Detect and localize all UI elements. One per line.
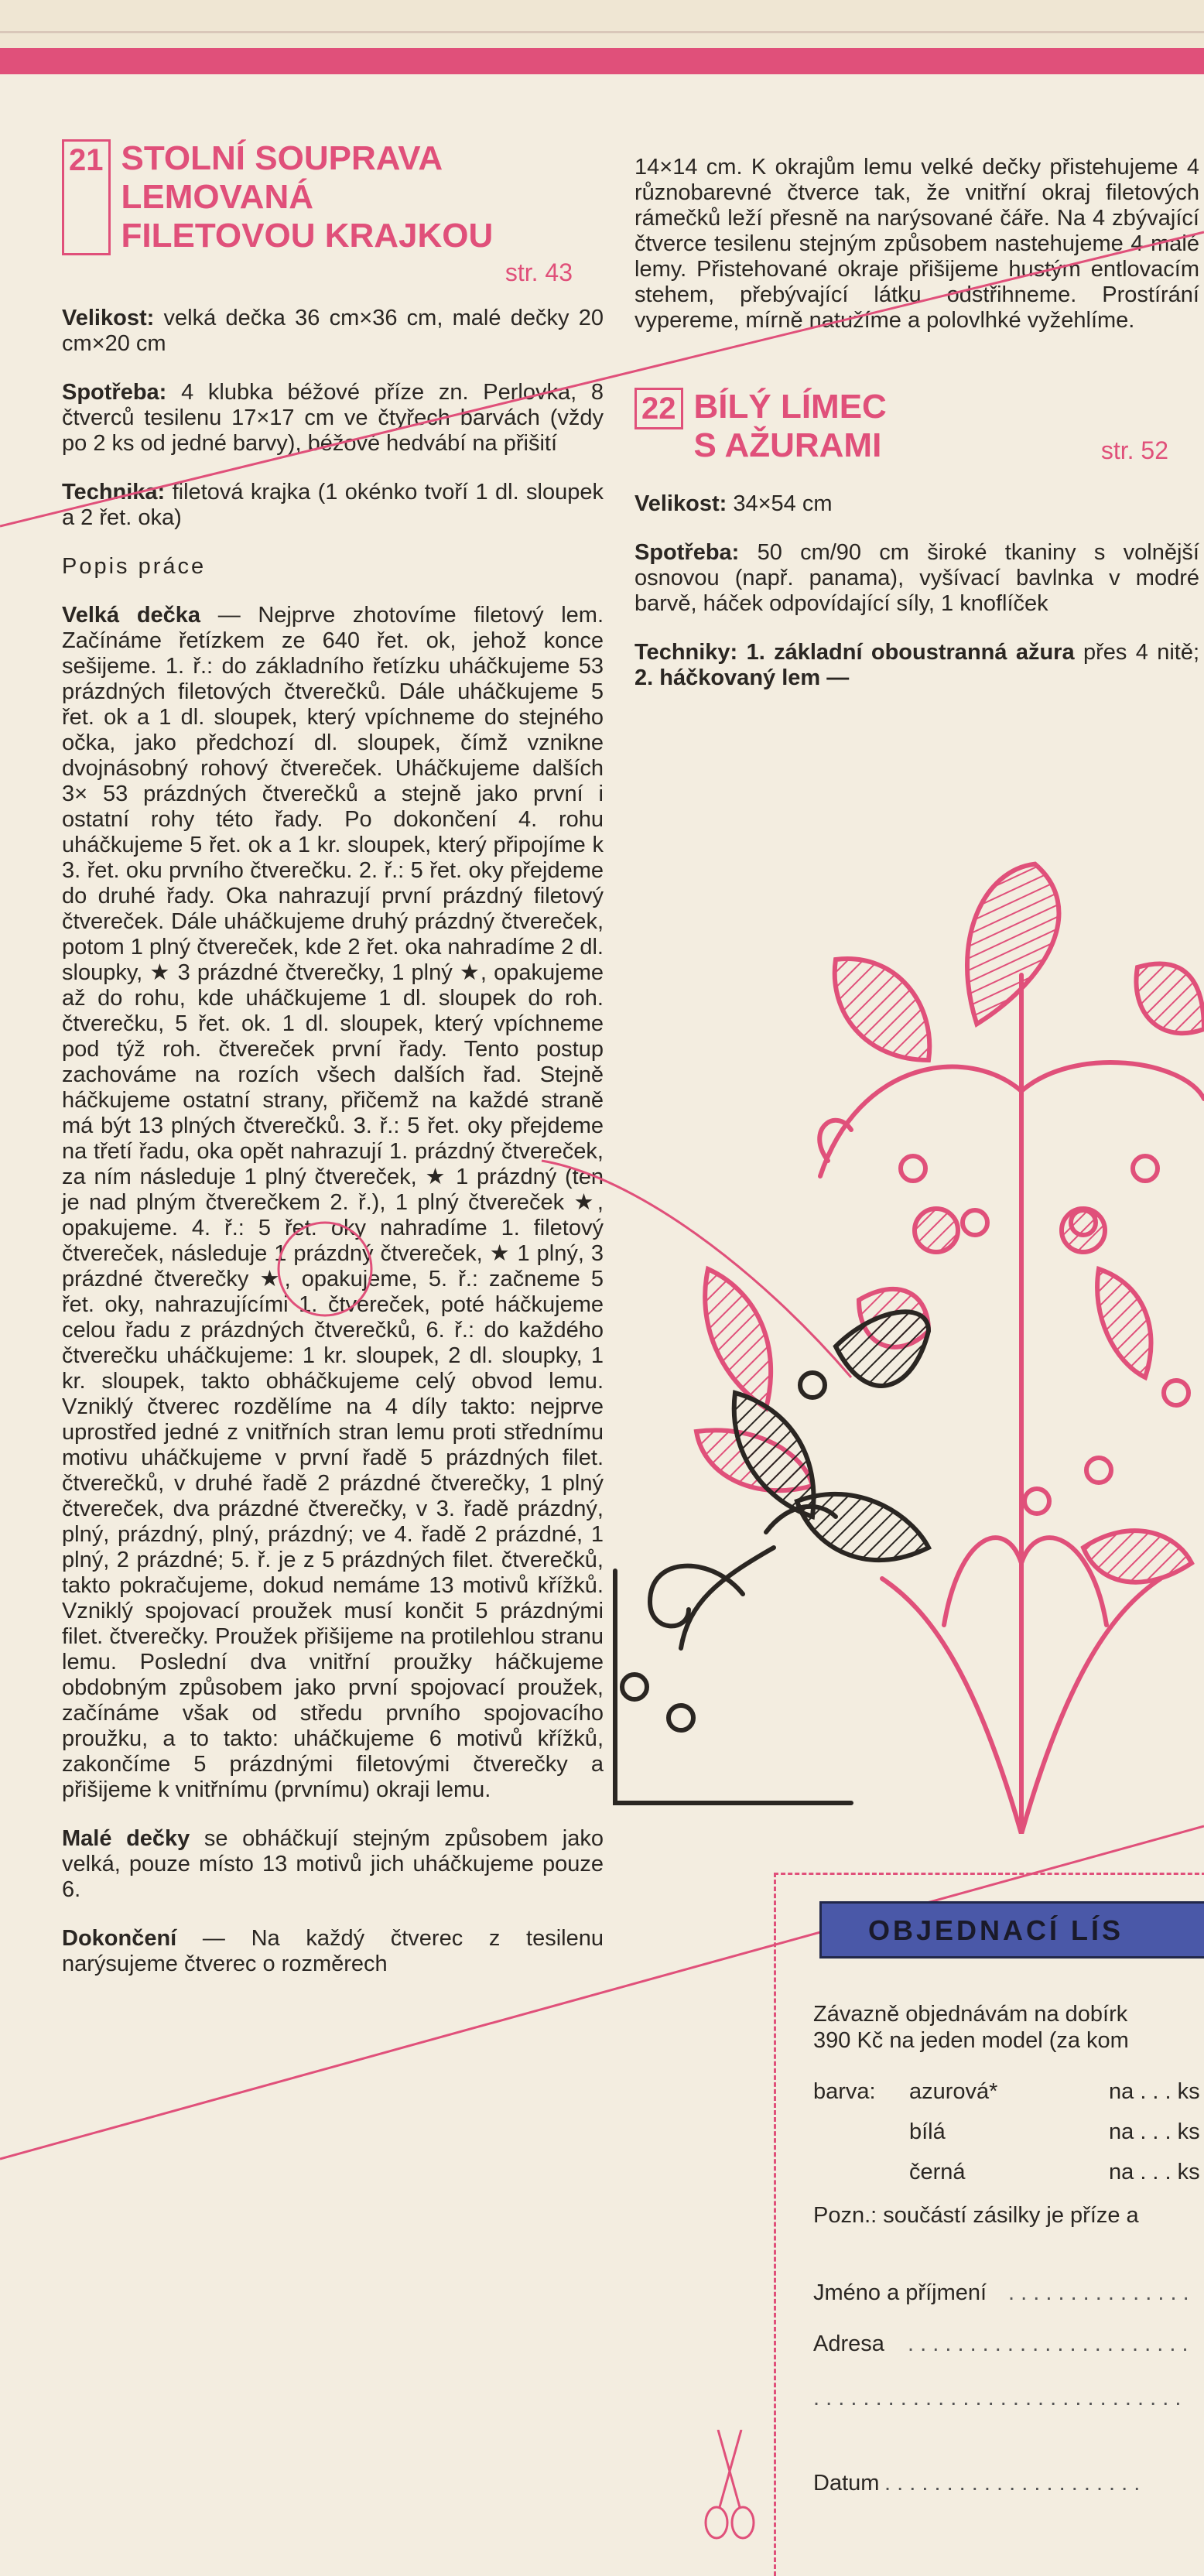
male-decky-paragraph: Malé dečky se obháčkují stejným způsobem jako velká, pouze místo 13 motivů jich uháčkujeme pouze 6. — [62, 1826, 604, 1902]
order-form-heading: OBJEDNACÍ LÍS — [868, 1914, 1124, 1946]
date-field[interactable]: . . . . . . . . . . . . . . . . . . . . . — [884, 2471, 1141, 2496]
section-number-22: 22 — [634, 388, 683, 429]
page-reference-22: str. 52 — [1100, 436, 1168, 464]
address-field-line2[interactable]: . . . . . . . . . . . . . . . . . . . . . . . . . . . . . . — [813, 2386, 1182, 2410]
section-title: STOLNÍ SOUPRAVA LEMOVANÁ FILETOVOU KRAJKOU — [121, 139, 494, 255]
name-field[interactable]: . . . . . . . . . . . . . . . — [1008, 2280, 1189, 2305]
order-form — [774, 1873, 1204, 2576]
name-label: Jméno a příjmení — [813, 2280, 987, 2305]
quantity-field-cerna[interactable]: na . . . ks — [1109, 2160, 1200, 2184]
color-option-cerna: černá — [909, 2160, 966, 2184]
popis-heading: Popis práce — [62, 554, 207, 579]
scissors-icon — [703, 2430, 757, 2546]
section-22-title: BÍLÝ LÍMEC S AŽURAMI — [693, 388, 887, 464]
color-option-bila: bílá — [909, 2119, 946, 2144]
velikost-22-paragraph: Velikost: 34×54 cm — [634, 491, 833, 516]
barva-label: barva: — [813, 2079, 876, 2104]
spotreba-22-paragraph: Spotřeba: 50 cm/90 cm široké tkaniny s volnější osnovou (např. panama), vyšívací bavlnka v modré barvě, háček odpovídající síly, 1 knoflíček — [634, 540, 1199, 616]
continued-paragraph: 14×14 cm. K okrajům lemu velké dečky přistehujeme 4 různobarevné čtverce tak, že vnitřní okraj filetových rámečků leží přesně na narýsované čáře. Na 4 zbývající čtverce tesilenu stejným způsobem nastehujeme 4 malé lemy. Přistehované okraje přišijeme hustým entlovacím stehem, přebývající látku odstřihneme. Prostírání vypereme, mírně natužíme a polovlhké vyžehlíme. — [634, 155, 1199, 333]
quantity-field-azurova[interactable]: na . . . ks — [1109, 2079, 1200, 2104]
section-number: 21 — [62, 139, 111, 255]
order-line-1: Závazně objednávám na dobírk — [813, 2002, 1128, 2027]
address-label: Adresa — [813, 2331, 884, 2356]
order-note: Pozn.: součástí zásilky je příze a — [813, 2203, 1139, 2228]
quantity-field-bila[interactable]: na . . . ks — [1109, 2119, 1200, 2144]
date-label: Datum — [813, 2471, 880, 2496]
technika-paragraph: Technika: filetová krajka (1 okénko tvoří 1 dl. sloupek a 2 řet. oka) — [62, 480, 604, 530]
dokonceni-paragraph: Dokončení — Na každý čtverec z tesilenu narýsujeme čtverec o rozměrech — [62, 1926, 604, 1976]
address-field[interactable]: . . . . . . . . . . . . . . . . . . . . . . . — [908, 2331, 1189, 2356]
color-option-azurova: azurová* — [909, 2079, 998, 2104]
order-form-banner — [819, 1901, 1204, 1959]
techniky-paragraph: Techniky: 1. základní oboustranná ažura přes 4 nitě; 2. háčkovaný lem — — [634, 640, 1200, 690]
velikost-paragraph: Velikost: velká dečka 36 cm×36 cm, malé dečky 20 cm×20 cm — [62, 306, 604, 356]
page-reference: str. 43 — [505, 258, 573, 286]
spotreba-paragraph: Spotřeba: 4 klubka béžové příze zn. Perlovka, 8 čtverců tesilenu 17×17 cm ve čtyřech barvách (vždy po 2 ks od jedné barvy), béžové hedvábí na přišití — [62, 380, 604, 456]
velka-decka-paragraph: Velká dečka — Nejprve zhotovíme filetový lem. Začínáme řetízkem ze 640 řet. ok, jehož konce sešijeme. 1. ř.: do základního řetízku uháčkujeme 53 prázdných filetových čtverečků. Dále uháčkujeme 5 řet. ok a 1 dl. sloupek, který vpíchneme do stejného očka, jako předchozí dl. sloupek, čímž vznikne dvojnásobný rohový čtvereček. Uháčkujeme dalších 3× 53 prázdných čtverečků a stejně jako první i ostatní rohy této řady. Po dokončení 4. rohu uháčkujeme 5 řet. ok a 1 kr. sloupek, který připojíme k 3. řet. oku prvního čtverečku. 2. ř.: 5 řet. oky přejdeme do druhé řady. Oka nahrazují první prázdný filetový čtvereček. Dále uháčkujeme druhý prázdný čtvereček, potom 1 plný čtvereček, kde 2 řet. oka nahradíme 2 dl. sloupky, ★ 3 prázdné čtverečky, 1 plný ★, opakujeme až do rohu, kde uháčkujeme 1 dl. sloupek do roh. čtverečku, 5 řet. ok. 1 dl. sloupek, který vpíchneme pod týž roh. čtvereček první řady. Tento postup zachováme na rozích všech dalších řad. Stejně háčkujeme ostatní strany, přičemž na každé straně má být 13 plných čtverečků. 3. ř.: 5 řet. oky přejdeme na třetí řadu, oka opět nahrazují 1. prázdný čtvereček, za ním následuje 1 plný čtvereček, ★ 1 prázdný (ten je nad plným čtverečkem 2. ř.), 1 plný čtvereček ★, opakujeme. 4. ř.: 5 řet. oky nahradíme 1. filetový čtvereček, následuje 1 prázdný čtvereček, ★ 1 plný, 3 prázdné čtverečky ★, opakujeme, 5. ř.: začneme 5 řet. oky, nahrazujícími 1. čtvereček, poté háčkujeme celou řadu z prázdných čtverečků, 6. ř.: do každého čtverečku uháčkujeme: 1 kr. sloupek, 2 dl. sloupky, 1 kr. sloupek, takto obháčkujeme celý obvod lemu. Vzniklý čtverec rozdělíme na 4 díly takto: nejprve uprostřed jedné z vnitřních stran lemu proti střednímu motivu uháčkujeme v první řadě 5 prázdných filet. čtverečků, v druhé řadě 2 prázdné čtverečky, 1 plný čtvereček, dva prázdné čtverečky, v 3. řadě prázdný, plný, prázdný, plný, prázdný; ve 4. řadě 2 prázdné, 1 plný, 2 prázdné; 5. ř. je z 5 prázdných filet. čtverečků, takto pokračujeme, dokud nemáme 13 motivů křížků. Vzniklý spojovací proužek musí končit 5 prázdnými filet. čtverečky. Proužek přišijeme na protilehlou stranu lemu. Poslední dva vnitřní proužky háčkujeme obdobným způsobem jako první spojovací proužek, začínáme však od středu prvního spojovacího proužku, a to takto: uháčkujeme 6 motivů křížků, zakončíme 5 prázdnými filetovými čtverečky a přišijeme k vnitřnímu (prvnímu) okraji lemu. — [62, 603, 604, 1802]
order-line-2: 390 Kč na jeden model (za kom — [813, 2028, 1129, 2053]
